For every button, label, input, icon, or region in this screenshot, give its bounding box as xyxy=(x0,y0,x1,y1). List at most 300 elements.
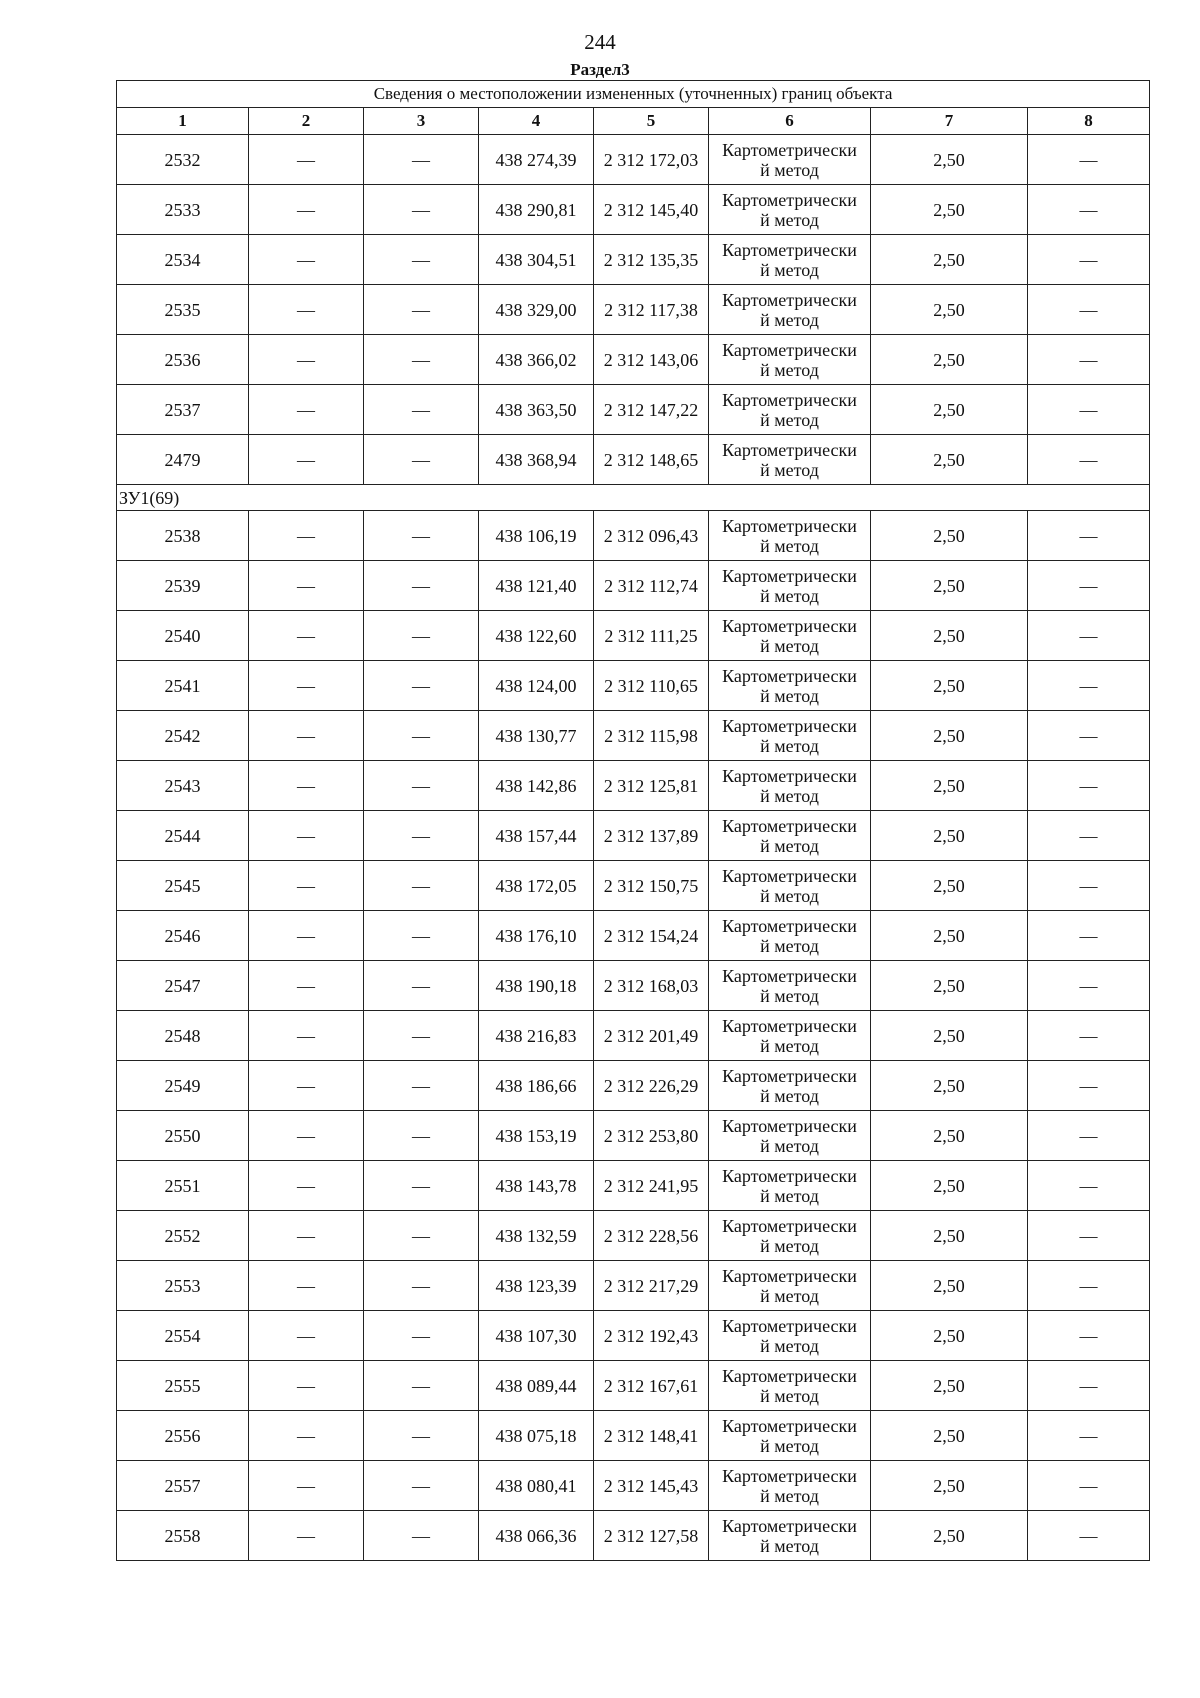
column-number: 2 xyxy=(249,108,364,135)
method-cell xyxy=(709,711,871,761)
method-line-2: й метод xyxy=(760,309,819,330)
accuracy-cell: 2,50 xyxy=(871,235,1028,285)
x-coordinate-cell: 438 368,94 xyxy=(479,435,594,485)
method-cell xyxy=(709,611,871,661)
y-coordinate-cell: 2 312 201,49 xyxy=(594,1011,709,1061)
x-coordinate-cell: 438 143,78 xyxy=(479,1161,594,1211)
column-3-cell: — xyxy=(364,335,479,385)
column-3-cell: — xyxy=(364,1211,479,1261)
accuracy-cell: 2,50 xyxy=(871,1411,1028,1461)
column-8-cell: — xyxy=(1028,235,1150,285)
x-coordinate-cell: 438 157,44 xyxy=(479,811,594,861)
table-row xyxy=(117,1511,1150,1561)
table-row xyxy=(117,285,1150,335)
table-row xyxy=(117,861,1150,911)
x-coordinate-cell: 438 186,66 xyxy=(479,1061,594,1111)
table-row xyxy=(117,1461,1150,1511)
y-coordinate-cell: 2 312 167,61 xyxy=(594,1361,709,1411)
column-8-cell: — xyxy=(1028,1461,1150,1511)
column-2-cell: — xyxy=(249,185,364,235)
column-2-cell: — xyxy=(249,961,364,1011)
table-row xyxy=(117,335,1150,385)
column-2-cell: — xyxy=(249,1061,364,1111)
table-row xyxy=(117,435,1150,485)
table-row xyxy=(117,911,1150,961)
column-8-cell: — xyxy=(1028,1511,1150,1561)
column-3-cell: — xyxy=(364,811,479,861)
method-cell xyxy=(709,235,871,285)
x-coordinate-cell: 438 363,50 xyxy=(479,385,594,435)
y-coordinate-cell: 2 312 127,58 xyxy=(594,1511,709,1561)
method-cell xyxy=(709,1011,871,1061)
method-line-1: Картометрически xyxy=(722,1365,857,1386)
point-number-cell: 2540 xyxy=(117,611,249,661)
column-number: 6 xyxy=(709,108,871,135)
y-coordinate-cell: 2 312 145,43 xyxy=(594,1461,709,1511)
column-number: 7 xyxy=(871,108,1028,135)
column-2-cell: — xyxy=(249,1361,364,1411)
method-line-2: й метод xyxy=(760,635,819,656)
point-number-cell: 2543 xyxy=(117,761,249,811)
x-coordinate-cell: 438 329,00 xyxy=(479,285,594,335)
x-coordinate-cell: 438 304,51 xyxy=(479,235,594,285)
x-coordinate-cell: 438 172,05 xyxy=(479,861,594,911)
point-number-cell: 2479 xyxy=(117,435,249,485)
column-2-cell: — xyxy=(249,1261,364,1311)
method-cell xyxy=(709,511,871,561)
table-row xyxy=(117,661,1150,711)
y-coordinate-cell: 2 312 115,98 xyxy=(594,711,709,761)
column-8-cell: — xyxy=(1028,1061,1150,1111)
method-line-1: Картометрически xyxy=(722,289,857,310)
point-number-cell: 2556 xyxy=(117,1411,249,1461)
point-number-cell: 2547 xyxy=(117,961,249,1011)
column-8-cell: — xyxy=(1028,1111,1150,1161)
method-cell xyxy=(709,1311,871,1361)
table-row xyxy=(117,1161,1150,1211)
column-number: 5 xyxy=(594,108,709,135)
method-cell xyxy=(709,1261,871,1311)
x-coordinate-cell: 438 142,86 xyxy=(479,761,594,811)
column-2-cell: — xyxy=(249,611,364,661)
x-coordinate-cell: 438 107,30 xyxy=(479,1311,594,1361)
column-3-cell: — xyxy=(364,661,479,711)
point-number-cell: 2554 xyxy=(117,1311,249,1361)
accuracy-cell: 2,50 xyxy=(871,385,1028,435)
accuracy-cell: 2,50 xyxy=(871,1011,1028,1061)
method-cell xyxy=(709,1211,871,1261)
y-coordinate-cell: 2 312 192,43 xyxy=(594,1311,709,1361)
point-number-cell: 2555 xyxy=(117,1361,249,1411)
x-coordinate-cell: 438 130,77 xyxy=(479,711,594,761)
column-3-cell: — xyxy=(364,1311,479,1361)
method-line-2: й метод xyxy=(760,1385,819,1406)
method-line-2: й метод xyxy=(760,585,819,606)
y-coordinate-cell: 2 312 241,95 xyxy=(594,1161,709,1211)
column-2-cell: — xyxy=(249,711,364,761)
column-3-cell: — xyxy=(364,861,479,911)
accuracy-cell: 2,50 xyxy=(871,1461,1028,1511)
table-row xyxy=(117,961,1150,1011)
method-cell xyxy=(709,1461,871,1511)
column-3-cell: — xyxy=(364,1261,479,1311)
table-row xyxy=(117,811,1150,861)
method-cell xyxy=(709,135,871,185)
column-8-cell: — xyxy=(1028,385,1150,435)
method-cell xyxy=(709,185,871,235)
method-cell xyxy=(709,285,871,335)
x-coordinate-cell: 438 124,00 xyxy=(479,661,594,711)
column-3-cell: — xyxy=(364,285,479,335)
accuracy-cell: 2,50 xyxy=(871,335,1028,385)
y-coordinate-cell: 2 312 143,06 xyxy=(594,335,709,385)
y-coordinate-cell: 2 312 148,41 xyxy=(594,1411,709,1461)
x-coordinate-cell: 438 122,60 xyxy=(479,611,594,661)
point-number-cell: 2552 xyxy=(117,1211,249,1261)
method-line-1: Картометрически xyxy=(722,339,857,360)
column-8-cell: — xyxy=(1028,511,1150,561)
y-coordinate-cell: 2 312 226,29 xyxy=(594,1061,709,1111)
point-number-cell: 2533 xyxy=(117,185,249,235)
point-number-cell: 2553 xyxy=(117,1261,249,1311)
point-number-cell: 2550 xyxy=(117,1111,249,1161)
point-number-cell: 2542 xyxy=(117,711,249,761)
table-row xyxy=(117,185,1150,235)
accuracy-cell: 2,50 xyxy=(871,1361,1028,1411)
y-coordinate-cell: 2 312 111,25 xyxy=(594,611,709,661)
method-line-2: й метод xyxy=(760,459,819,480)
column-2-cell: — xyxy=(249,1461,364,1511)
table-row xyxy=(117,611,1150,661)
method-cell xyxy=(709,811,871,861)
table-caption: Сведения о местоположении измененных (уточненных) границ объекта xyxy=(117,81,1150,108)
point-number-cell: 2558 xyxy=(117,1511,249,1561)
accuracy-cell: 2,50 xyxy=(871,1111,1028,1161)
column-3-cell: — xyxy=(364,961,479,1011)
point-number-cell: 2557 xyxy=(117,1461,249,1511)
column-8-cell: — xyxy=(1028,711,1150,761)
column-2-cell: — xyxy=(249,511,364,561)
column-3-cell: — xyxy=(364,561,479,611)
method-cell xyxy=(709,1511,871,1561)
method-line-1: Картометрически xyxy=(722,765,857,786)
method-cell xyxy=(709,1161,871,1211)
method-line-1: Картометрически xyxy=(722,1165,857,1186)
accuracy-cell: 2,50 xyxy=(871,861,1028,911)
method-line-1: Картометрически xyxy=(722,1515,857,1536)
column-8-cell: — xyxy=(1028,435,1150,485)
point-number-cell: 2535 xyxy=(117,285,249,335)
accuracy-cell: 2,50 xyxy=(871,1261,1028,1311)
column-8-cell: — xyxy=(1028,1361,1150,1411)
y-coordinate-cell: 2 312 228,56 xyxy=(594,1211,709,1261)
column-2-cell: — xyxy=(249,1411,364,1461)
method-line-1: Картометрически xyxy=(722,815,857,836)
column-2-cell: — xyxy=(249,1511,364,1561)
x-coordinate-cell: 438 075,18 xyxy=(479,1411,594,1461)
column-2-cell: — xyxy=(249,811,364,861)
column-8-cell: — xyxy=(1028,285,1150,335)
column-3-cell: — xyxy=(364,1061,479,1111)
point-number-cell: 2546 xyxy=(117,911,249,961)
column-8-cell: — xyxy=(1028,561,1150,611)
point-number-cell: 2548 xyxy=(117,1011,249,1061)
y-coordinate-cell: 2 312 253,80 xyxy=(594,1111,709,1161)
y-coordinate-cell: 2 312 147,22 xyxy=(594,385,709,435)
y-coordinate-cell: 2 312 145,40 xyxy=(594,185,709,235)
method-line-1: Картометрически xyxy=(722,915,857,936)
x-coordinate-cell: 438 153,19 xyxy=(479,1111,594,1161)
accuracy-cell: 2,50 xyxy=(871,711,1028,761)
table-row xyxy=(117,1011,1150,1061)
column-2-cell: — xyxy=(249,911,364,961)
column-8-cell: — xyxy=(1028,661,1150,711)
y-coordinate-cell: 2 312 154,24 xyxy=(594,911,709,961)
x-coordinate-cell: 438 176,10 xyxy=(479,911,594,961)
point-number-cell: 2532 xyxy=(117,135,249,185)
accuracy-cell: 2,50 xyxy=(871,761,1028,811)
method-cell xyxy=(709,761,871,811)
column-3-cell: — xyxy=(364,761,479,811)
x-coordinate-cell: 438 080,41 xyxy=(479,1461,594,1511)
method-line-2: й метод xyxy=(760,1535,819,1556)
method-cell xyxy=(709,861,871,911)
point-number-cell: 2551 xyxy=(117,1161,249,1211)
accuracy-cell: 2,50 xyxy=(871,611,1028,661)
method-line-2: й метод xyxy=(760,935,819,956)
column-3-cell: — xyxy=(364,911,479,961)
column-8-cell: — xyxy=(1028,761,1150,811)
column-8-cell: — xyxy=(1028,185,1150,235)
column-3-cell: — xyxy=(364,1411,479,1461)
y-coordinate-cell: 2 312 137,89 xyxy=(594,811,709,861)
method-line-1: Картометрически xyxy=(722,715,857,736)
column-3-cell: — xyxy=(364,135,479,185)
method-line-2: й метод xyxy=(760,835,819,856)
method-line-2: й метод xyxy=(760,1285,819,1306)
column-3-cell: — xyxy=(364,435,479,485)
column-8-cell: — xyxy=(1028,1311,1150,1361)
column-3-cell: — xyxy=(364,1461,479,1511)
y-coordinate-cell: 2 312 112,74 xyxy=(594,561,709,611)
accuracy-cell: 2,50 xyxy=(871,135,1028,185)
column-2-cell: — xyxy=(249,335,364,385)
y-coordinate-cell: 2 312 172,03 xyxy=(594,135,709,185)
accuracy-cell: 2,50 xyxy=(871,1061,1028,1111)
column-8-cell: — xyxy=(1028,911,1150,961)
column-3-cell: — xyxy=(364,185,479,235)
x-coordinate-cell: 438 216,83 xyxy=(479,1011,594,1061)
column-3-cell: — xyxy=(364,1361,479,1411)
column-8-cell: — xyxy=(1028,611,1150,661)
column-8-cell: — xyxy=(1028,335,1150,385)
x-coordinate-cell: 438 123,39 xyxy=(479,1261,594,1311)
method-cell xyxy=(709,961,871,1011)
point-number-cell: 2537 xyxy=(117,385,249,435)
method-cell xyxy=(709,561,871,611)
column-2-cell: — xyxy=(249,235,364,285)
column-3-cell: — xyxy=(364,1111,479,1161)
table-row xyxy=(117,1261,1150,1311)
column-2-cell: — xyxy=(249,285,364,335)
method-line-1: Картометрически xyxy=(722,389,857,410)
accuracy-cell: 2,50 xyxy=(871,185,1028,235)
boundary-coordinates-table xyxy=(116,80,1150,1561)
method-line-1: Картометрически xyxy=(722,1215,857,1236)
y-coordinate-cell: 2 312 117,38 xyxy=(594,285,709,335)
column-8-cell: — xyxy=(1028,1161,1150,1211)
method-cell xyxy=(709,1061,871,1111)
table-row xyxy=(117,1111,1150,1161)
method-line-2: й метод xyxy=(760,409,819,430)
method-line-1: Картометрически xyxy=(722,1465,857,1486)
method-line-2: й метод xyxy=(760,685,819,706)
point-number-cell: 2544 xyxy=(117,811,249,861)
column-3-cell: — xyxy=(364,1011,479,1061)
column-8-cell: — xyxy=(1028,1261,1150,1311)
method-line-1: Картометрически xyxy=(722,965,857,986)
column-2-cell: — xyxy=(249,761,364,811)
column-number-row xyxy=(117,108,1150,135)
method-cell xyxy=(709,1361,871,1411)
method-line-2: й метод xyxy=(760,535,819,556)
column-8-cell: — xyxy=(1028,861,1150,911)
method-line-2: й метод xyxy=(760,159,819,180)
point-number-cell: 2539 xyxy=(117,561,249,611)
y-coordinate-cell: 2 312 150,75 xyxy=(594,861,709,911)
x-coordinate-cell: 438 066,36 xyxy=(479,1511,594,1561)
table-row xyxy=(117,235,1150,285)
column-8-cell: — xyxy=(1028,1411,1150,1461)
y-coordinate-cell: 2 312 096,43 xyxy=(594,511,709,561)
accuracy-cell: 2,50 xyxy=(871,285,1028,335)
column-2-cell: — xyxy=(249,435,364,485)
table-row xyxy=(117,711,1150,761)
column-3-cell: — xyxy=(364,1511,479,1561)
method-cell xyxy=(709,1111,871,1161)
parcel-group-row xyxy=(117,485,1150,511)
x-coordinate-cell: 438 290,81 xyxy=(479,185,594,235)
table-row xyxy=(117,135,1150,185)
accuracy-cell: 2,50 xyxy=(871,511,1028,561)
point-number-cell: 2545 xyxy=(117,861,249,911)
x-coordinate-cell: 438 089,44 xyxy=(479,1361,594,1411)
table-row xyxy=(117,511,1150,561)
method-line-2: й метод xyxy=(760,735,819,756)
column-3-cell: — xyxy=(364,1161,479,1211)
method-cell xyxy=(709,1411,871,1461)
method-line-1: Картометрически xyxy=(722,515,857,536)
method-line-1: Картометрически xyxy=(722,565,857,586)
method-line-1: Картометрически xyxy=(722,439,857,460)
method-line-1: Картометрически xyxy=(722,1015,857,1036)
accuracy-cell: 2,50 xyxy=(871,1511,1028,1561)
accuracy-cell: 2,50 xyxy=(871,961,1028,1011)
method-line-2: й метод xyxy=(760,1035,819,1056)
table-row xyxy=(117,761,1150,811)
point-number-cell: 2549 xyxy=(117,1061,249,1111)
point-number-cell: 2541 xyxy=(117,661,249,711)
column-2-cell: — xyxy=(249,661,364,711)
method-line-1: Картометрически xyxy=(722,139,857,160)
accuracy-cell: 2,50 xyxy=(871,435,1028,485)
parcel-group-label: ЗУ1(69) xyxy=(117,485,1150,511)
method-line-2: й метод xyxy=(760,785,819,806)
y-coordinate-cell: 2 312 125,81 xyxy=(594,761,709,811)
table-row xyxy=(117,1411,1150,1461)
column-2-cell: — xyxy=(249,385,364,435)
column-number: 4 xyxy=(479,108,594,135)
accuracy-cell: 2,50 xyxy=(871,811,1028,861)
method-line-2: й метод xyxy=(760,885,819,906)
table-row xyxy=(117,385,1150,435)
y-coordinate-cell: 2 312 135,35 xyxy=(594,235,709,285)
column-8-cell: — xyxy=(1028,811,1150,861)
method-line-1: Картометрически xyxy=(722,1265,857,1286)
accuracy-cell: 2,50 xyxy=(871,661,1028,711)
method-line-2: й метод xyxy=(760,1335,819,1356)
accuracy-cell: 2,50 xyxy=(871,1211,1028,1261)
method-line-2: й метод xyxy=(760,359,819,380)
method-line-2: й метод xyxy=(760,209,819,230)
y-coordinate-cell: 2 312 110,65 xyxy=(594,661,709,711)
column-8-cell: — xyxy=(1028,1011,1150,1061)
column-3-cell: — xyxy=(364,235,479,285)
method-line-1: Картометрически xyxy=(722,865,857,886)
column-2-cell: — xyxy=(249,135,364,185)
accuracy-cell: 2,50 xyxy=(871,1161,1028,1211)
accuracy-cell: 2,50 xyxy=(871,561,1028,611)
column-2-cell: — xyxy=(249,1311,364,1361)
method-line-1: Картометрически xyxy=(722,1315,857,1336)
method-line-2: й метод xyxy=(760,1485,819,1506)
column-8-cell: — xyxy=(1028,135,1150,185)
x-coordinate-cell: 438 274,39 xyxy=(479,135,594,185)
method-line-2: й метод xyxy=(760,1085,819,1106)
column-8-cell: — xyxy=(1028,961,1150,1011)
method-cell xyxy=(709,385,871,435)
column-3-cell: — xyxy=(364,385,479,435)
column-number: 8 xyxy=(1028,108,1150,135)
method-line-1: Картометрически xyxy=(722,189,857,210)
column-2-cell: — xyxy=(249,1111,364,1161)
method-cell xyxy=(709,335,871,385)
method-line-1: Картометрически xyxy=(722,665,857,686)
column-2-cell: — xyxy=(249,561,364,611)
point-number-cell: 2536 xyxy=(117,335,249,385)
table-row xyxy=(117,1061,1150,1111)
column-2-cell: — xyxy=(249,1011,364,1061)
x-coordinate-cell: 438 366,02 xyxy=(479,335,594,385)
accuracy-cell: 2,50 xyxy=(871,1311,1028,1361)
column-2-cell: — xyxy=(249,861,364,911)
method-line-1: Картометрически xyxy=(722,239,857,260)
column-3-cell: — xyxy=(364,611,479,661)
accuracy-cell: 2,50 xyxy=(871,911,1028,961)
method-cell xyxy=(709,911,871,961)
x-coordinate-cell: 438 132,59 xyxy=(479,1211,594,1261)
method-cell xyxy=(709,661,871,711)
y-coordinate-cell: 2 312 217,29 xyxy=(594,1261,709,1311)
method-line-2: й метод xyxy=(760,1435,819,1456)
page-number: 244 xyxy=(584,30,616,54)
column-2-cell: — xyxy=(249,1211,364,1261)
y-coordinate-cell: 2 312 168,03 xyxy=(594,961,709,1011)
method-line-2: й метод xyxy=(760,1185,819,1206)
column-number: 1 xyxy=(117,108,249,135)
table-body xyxy=(117,135,1150,1561)
table-row xyxy=(117,561,1150,611)
